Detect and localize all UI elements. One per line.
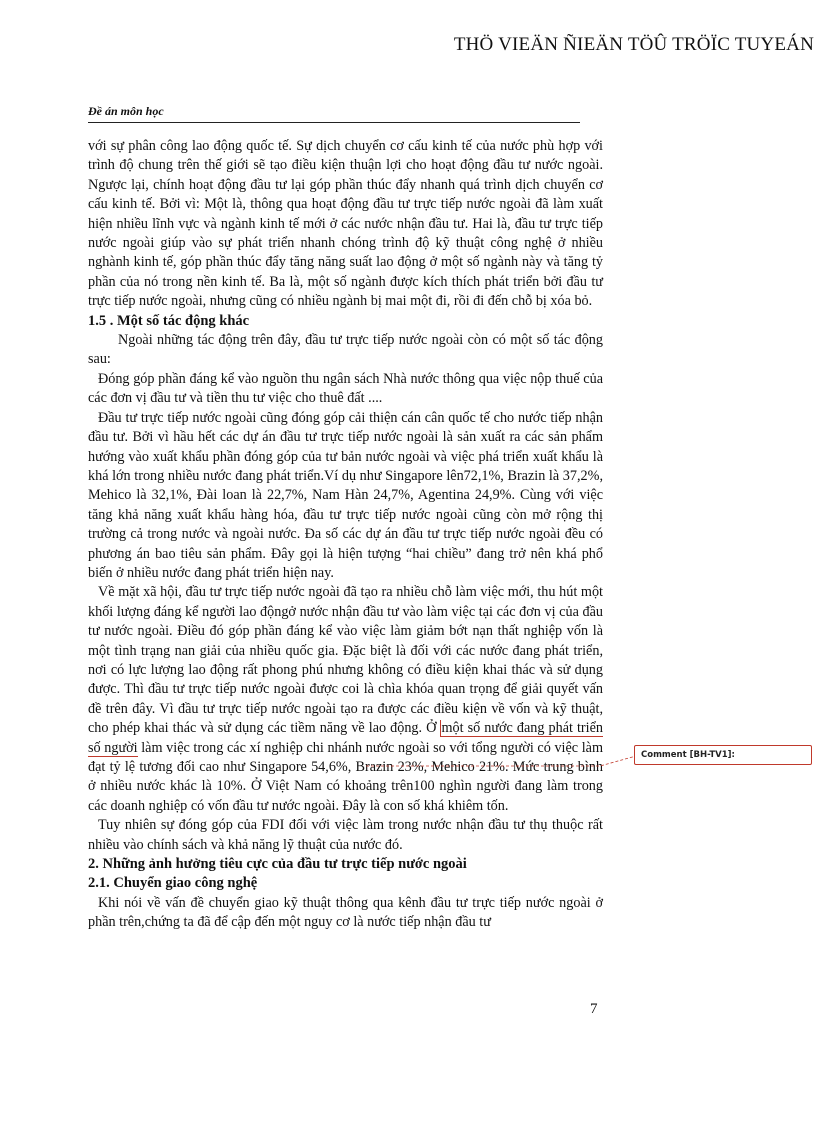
paragraph: với sự phân công lao động quốc tế. Sự dịch chuyển cơ cấu kinh tế của nước phù hợp với trình độ chung trên thế giới sẽ tạo điều kiện thuận lợi cho hoạt động đầu tư nước ngoài. Ngược lại, chính hoạt động đầu tư lại góp phần thúc đẩy nhanh quá trình dịch chuyển cơ cấu kinh tế. Bởi vì: Một là, thông qua hoạt động đầu tư trực tiếp nước ngoài đã làm xuất hiện nhiều lĩnh vực và ngành kinh tế mới ở các nước nhận đầu tư. Hai là, đầu tư trực tiếp nước ngoài giúp vào sự phát triển nhanh chóng trình độ kỹ thuật công nghệ ở nhiều nghành kinh tế, góp phần thúc đẩy tăng năng suất lao động ở một số ngành này và tăng tỷ phần của nó trong nền kinh tế. Ba là, một số ngành được kích thích phát triển bởi đầu tư trực tiếp nước ngoài, nhưng cũng có nhiều ngành bị mai một đi, rồi đi đến chỗ bị xóa bỏ. <box>88 138 603 310</box>
page-number: 7 <box>590 1001 598 1017</box>
paragraph-text: làm việc trong các xí nghiệp chi nhánh nước ngoài so với tổng người có việc làm đạt tỷ lệ tương đối cao như Singapore 54,6%, Brazin 23%, Mehico 21%. Mức trung bình ở nhiều nước khác là 10%. Ở Việt Nam có khoảng trên100 nghìn người đang làm trong các doanh nghiệp có vốn đầu tư nước ngoài. Đây là con số khá khiêm tốn. <box>88 739 604 814</box>
paragraph-text: Về mặt xã hội, đầu tư trực tiếp nước ngoài đã tạo ra nhiều chỗ làm việc mới, thu hút một khối lượng đáng kể người lao độngở nước nhận đầu tư vào làm việc tại các đơn vị của đầu tư nước ngoài. Điều đó góp phần đáng kể vào việc làm giảm bớt nạn thất nghiệp vốn là một tình trạng nan giải của nhiều quốc gia. Đặc biệt là đối với các nước đang phát triển, nơi có lực lượng lao động rất phong phú nhưng không có điều kiện khai thác và sử dụng được. Thì đầu tư trực tiếp nước ngoài được coi là chìa khóa quan trọng để giải quyết vấn đề trên đây. Vì đầu tư trực tiếp nước ngoài tạo ra được các điều kiện về vốn và kỹ thuật, cho phép khai thác và sử dụng các tiềm năng về lao động. Ở <box>88 584 603 737</box>
section-heading: 2. Những ảnh hưởng tiêu cực của đầu tư trực tiếp nước ngoài <box>88 856 467 873</box>
document-body <box>88 137 603 933</box>
section-heading: 1.5 . Một số tác động khác <box>88 312 250 329</box>
comment-balloon[interactable] <box>634 745 812 765</box>
paragraph: Đầu tư trực tiếp nước ngoài cũng đóng góp cải thiện cán cân quốc tế cho nước tiếp nhận đầu tư. Bởi vì hầu hết các dự án đầu tư trực tiếp nước ngoài là sản xuất ra các sản phẩm hướng vào xuất khẩu phần đóng góp của tư bản nước ngoài và việc phá triển xuất khẩu là khá lớn trong nhiều nước đang phát triển.Ví dụ như Singapore lên72,1%, Brazin là 37,2%, Mehico là 32,1%, Đài loan là 22,7%, Nam Hàn 24,7%, Agentina 24,9%. Cùng với việc tăng khả năng xuất khẩu hàng hóa, đầu tư trực tiếp nước ngoài cũng còn mở rộng thị trường cả trong nước và ngoài nước. Đa số các dự án đầu tư trực tiếp nước ngoài đều có phương án bao tiêu sản phẩm. Đây gọi là hiện tượng “hai chiều” đang trở nên khá phổ biến ở nhiều nước đang phát triển hiện nay. <box>88 409 603 581</box>
subsection-heading: 2.1. Chuyển giao công nghệ <box>88 875 258 892</box>
commented-text[interactable]: một số nước đang phát triển số người <box>88 720 603 756</box>
paragraph <box>88 583 603 816</box>
running-header-label: Đề án môn học <box>88 104 164 118</box>
paragraph: Ngoài những tác động trên đây, đầu tư trực tiếp nước ngoài còn có một số tác động sau: <box>88 332 603 368</box>
paragraph: Khi nói về vấn đề chuyển giao kỹ thuật thông qua kênh đầu tư trực tiếp nước ngoài ở phần trên,chứng ta đã để cập đến một nguy cơ là nước tiếp nhận đầu tư <box>88 894 603 931</box>
comment-label: Comment [BH-TV1]: <box>641 750 735 760</box>
site-title: THÖ VIEÄN ÑIEÄN TÖÛ TRÖÏC TUYEÁN <box>453 34 814 55</box>
paragraph: Tuy nhiên sự đóng góp của FDI đối với việc làm trong nước nhận đầu tư thụ thuộc rất nhiều vào chính sách và khả năng lỹ thuật của nước đó. <box>88 817 603 853</box>
paragraph: Đóng góp phần đáng kể vào nguồn thu ngân sách Nhà nước thông qua việc nộp thuế của các đơn vị đầu tư và tiền thu tư việc cho thuê đất .... <box>88 370 603 407</box>
running-header <box>88 104 580 123</box>
